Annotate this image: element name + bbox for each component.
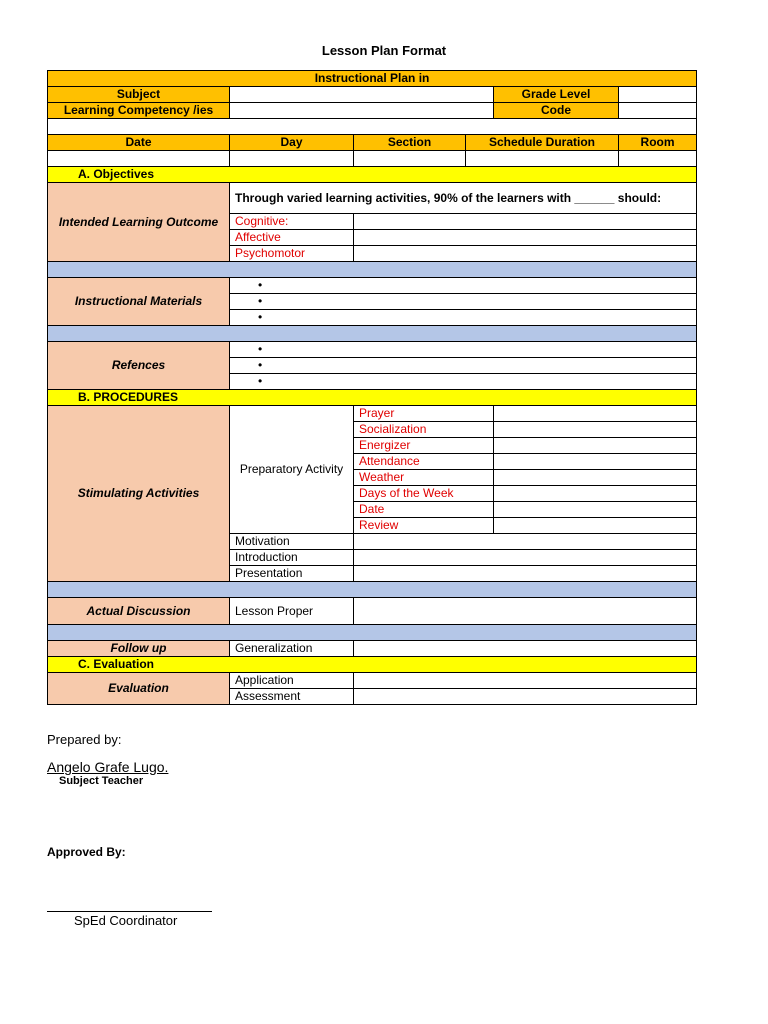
cognitive-label: Cognitive: — [230, 214, 354, 230]
blue-divider-row — [48, 326, 697, 342]
prep-item-weather: Weather — [354, 470, 494, 486]
references-row — [48, 342, 697, 358]
assessment-label: Assessment — [230, 689, 354, 705]
divider-cell — [48, 262, 697, 278]
prep-item-field[interactable] — [494, 422, 697, 438]
evaluation-label: Evaluation — [48, 673, 230, 705]
procedures-header-row — [48, 390, 697, 406]
teacher-name: Angelo Grafe Lugo. — [47, 759, 169, 775]
follow-up-label: Follow up — [48, 641, 230, 657]
prep-item-date: Date — [354, 502, 494, 518]
lesson-proper-label: Lesson Proper — [230, 598, 354, 625]
prep-item-field[interactable] — [494, 518, 697, 534]
prep-item-prayer: Prayer — [354, 406, 494, 422]
approved-by-label: Approved By: — [47, 845, 126, 859]
references-bullet-item[interactable]: • — [230, 342, 697, 358]
prep-item-socialization: Socialization — [354, 422, 494, 438]
application-label: Application — [230, 673, 354, 689]
preparatory-activity-label: Preparatory Activity — [230, 406, 354, 534]
follow-up-row — [48, 641, 697, 657]
assessment-field[interactable] — [354, 689, 697, 705]
materials-bullet-item[interactable]: • — [230, 278, 697, 294]
evaluation-row — [48, 673, 697, 689]
cognitive-field[interactable] — [354, 214, 697, 230]
application-field[interactable] — [354, 673, 697, 689]
materials-row — [48, 278, 697, 294]
actual-discussion-row — [48, 598, 697, 625]
prep-item-days-of-week: Days of the Week — [354, 486, 494, 502]
affective-field[interactable] — [354, 230, 697, 246]
room-field[interactable] — [619, 151, 697, 167]
date-field[interactable] — [48, 151, 230, 167]
affective-label: Affective — [230, 230, 354, 246]
learning-competency-field[interactable] — [230, 103, 494, 119]
stimulating-activities-label: Stimulating Activities — [48, 406, 230, 582]
subject-field[interactable] — [230, 87, 494, 103]
evaluation-section-header: C. Evaluation — [48, 657, 697, 673]
introduction-field[interactable] — [354, 550, 697, 566]
divider-cell — [48, 625, 697, 641]
teacher-role: Subject Teacher — [59, 775, 144, 787]
generalization-label: Generalization — [230, 641, 354, 657]
prep-item-field[interactable] — [494, 470, 697, 486]
objectives-section-header: A. Objectives — [48, 167, 697, 183]
materials-bullet-item[interactable]: • — [230, 294, 697, 310]
prep-item-attendance: Attendance — [354, 454, 494, 470]
subject-label: Subject — [48, 87, 230, 103]
evaluation-header-row — [48, 657, 697, 673]
schedule-duration-field[interactable] — [466, 151, 619, 167]
divider-cell — [48, 582, 697, 598]
materials-bullet-item[interactable]: • — [230, 310, 697, 326]
blue-divider-row — [48, 582, 697, 598]
presentation-field[interactable] — [354, 566, 697, 582]
generalization-field[interactable] — [354, 641, 697, 657]
schedule-values-row — [48, 151, 697, 167]
intended-learning-outcome-label: Intended Learning Outcome — [48, 183, 230, 262]
code-label: Code — [494, 103, 619, 119]
lesson-proper-field[interactable] — [354, 598, 697, 625]
blue-divider-row — [48, 262, 697, 278]
learning-competency-label: Learning Competency /ies — [48, 103, 230, 119]
references-bullet-item[interactable]: • — [230, 374, 697, 390]
actual-discussion-label: Actual Discussion — [48, 598, 230, 625]
date-header: Date — [48, 135, 230, 151]
prepared-by-label: Prepared by: — [47, 732, 122, 747]
grade-level-label: Grade Level — [494, 87, 619, 103]
schedule-header-row — [48, 135, 697, 151]
prep-item-field[interactable] — [494, 454, 697, 470]
grade-level-field[interactable] — [619, 87, 697, 103]
prep-item-field[interactable] — [494, 502, 697, 518]
subject-row — [48, 87, 697, 103]
instructional-materials-label: Instructional Materials — [48, 278, 230, 326]
day-header: Day — [230, 135, 354, 151]
schedule-duration-header: Schedule Duration — [466, 135, 619, 151]
instructional-plan-header: Instructional Plan in — [48, 71, 697, 87]
introduction-label: Introduction — [230, 550, 354, 566]
spacer-cell — [48, 119, 697, 135]
document-title: Lesson Plan Format — [321, 43, 447, 58]
section-header: Section — [354, 135, 466, 151]
prep-item-field[interactable] — [494, 438, 697, 454]
spacer-row — [48, 119, 697, 135]
code-field[interactable] — [619, 103, 697, 119]
day-field[interactable] — [230, 151, 354, 167]
motivation-label: Motivation — [230, 534, 354, 550]
signature-line — [47, 911, 212, 912]
prep-item-energizer: Energizer — [354, 438, 494, 454]
coordinator-role: SpEd Coordinator — [74, 913, 178, 928]
competency-row — [48, 103, 697, 119]
prep-item-review: Review — [354, 518, 494, 534]
references-label: Refences — [48, 342, 230, 390]
references-bullet-item[interactable]: • — [230, 358, 697, 374]
psychomotor-field[interactable] — [354, 246, 697, 262]
ilo-intro-row — [48, 183, 697, 214]
presentation-label: Presentation — [230, 566, 354, 582]
instructional-plan-row — [48, 71, 697, 87]
room-header: Room — [619, 135, 697, 151]
psychomotor-label: Psychomotor — [230, 246, 354, 262]
divider-cell — [48, 326, 697, 342]
objectives-header-row — [48, 167, 697, 183]
blue-divider-row — [48, 625, 697, 641]
preparatory-row — [48, 406, 697, 422]
prep-item-field[interactable] — [494, 486, 697, 502]
lesson-plan-table — [47, 70, 697, 705]
prep-item-field[interactable] — [494, 406, 697, 422]
motivation-field[interactable] — [354, 534, 697, 550]
procedures-section-header: B. PROCEDURES — [48, 390, 697, 406]
ilo-statement: Through varied learning activities, 90% of the learners with ______ should: — [230, 183, 697, 214]
section-field[interactable] — [354, 151, 466, 167]
